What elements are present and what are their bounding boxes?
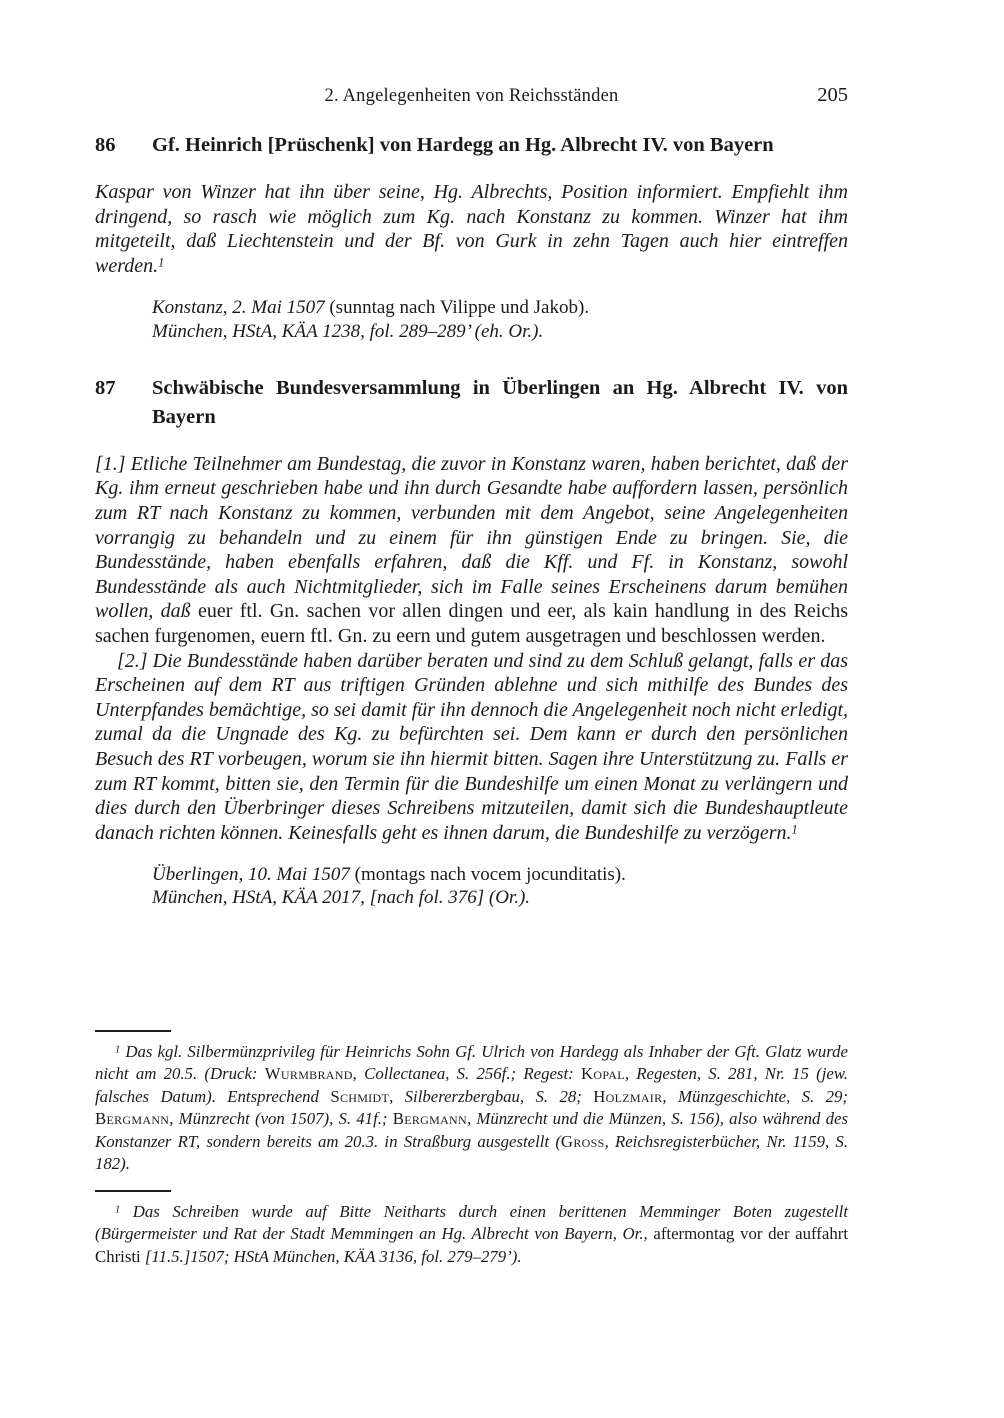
text-run: Überlingen, 10. Mai 1507: [152, 864, 355, 886]
text-run: Gross: [560, 1131, 605, 1151]
entry-86-title: Gf. Heinrich [Prüschenk] von Hardegg an Hg. Albrecht IV. von Bayern: [152, 134, 774, 156]
text-run: (sunntag nach Vilippe und Jakob).: [329, 297, 590, 319]
footnote-marker: 1: [115, 1203, 121, 1215]
text-run: Bergmann: [392, 1109, 467, 1129]
entry-86-dateline: [152, 296, 848, 319]
text-run: , Silbererzbergbau, S. 28;: [389, 1086, 594, 1106]
footnote-marker: 1: [158, 255, 165, 270]
entry-87-paragraph-2: [95, 649, 848, 846]
text-run: , Münzrecht und die Münzen, S. 156), also während des Konstanzer RT, sondern bereits am 20.3. in Straßburg ausgestellt (: [95, 1109, 848, 1151]
entry-87-title: Schwäbische Bundesversammlung in Überlingen an Hg. Albrecht IV. von Bayern: [152, 376, 848, 428]
entry-87-source: [152, 886, 848, 909]
footnotes-area: [95, 1030, 848, 1268]
entry-86-heading: [95, 131, 848, 160]
text-run: (montags nach vocem jocunditatis).: [354, 864, 626, 886]
text-run: München, HStA, KÄA 1238, fol. 289–289’ (eh. Or.).: [152, 320, 544, 342]
text-run: Das kgl. Silbermünzprivileg für Heinrichs Sohn Gf. Ulrich von Hardegg als Inhaber der Gft. Glatz wurde nicht am 20.5. (Druck:: [95, 1041, 848, 1084]
text-run: Kaspar von Winzer hat ihn über seine, Hg. Albrechts, Position informiert. Empfiehlt ihm dringend, so rasch wie möglich zum Kg. nach Konstanz zu kommen. Winzer hat ihm mitgeteilt, daß Liechtenstein und der Bf. von Gurk in zehn Tagen auch hier eintreffen werden.: [95, 181, 848, 277]
footnote-separator-2: [95, 1190, 171, 1192]
text-run: Wurmbrand: [264, 1064, 353, 1084]
footnote-separator-1: [95, 1030, 171, 1032]
text-run: [1.] Etliche Teilnehmer am Bundestag, die zuvor in Konstanz waren, haben berichtet, daß der Kg. ihm erneut geschrieben habe und ihn durch Gesandte habe auffordern lassen, persönlich zum RT nach Konstanz zu kommen, verbunden mit dem Angebot, seine Angelegenheiten vorrangig zu behandeln und zu einem für ihn günstigen Ende zu bringen. Sie, die Bundesstände, haben ebenfalls erfahren, daß die Kff. und Ff. in Konstanz, sowohl Bundesstände als auch Nichtmitglieder, sich im Falle seines Erscheinens darum bemühen wollen, daß: [95, 452, 848, 623]
entry-87-dateline-block: [152, 863, 848, 909]
text-run: Holzmair: [593, 1086, 663, 1106]
text-run: Schmidt: [330, 1086, 390, 1106]
entry-87-paragraph-1: [95, 452, 848, 649]
entry-86: [95, 131, 848, 343]
entry-87-dateline: [152, 863, 848, 886]
text-run: Das Schreiben wurde auf Bitte Neitharts durch einen berittenen Memminger Boten zugestellt (Bürgermeister und Rat der Stadt Memmingen an Hg. Albrecht von Bayern, Or.,: [95, 1201, 848, 1244]
text-run: Kopal: [580, 1064, 625, 1084]
running-header: [95, 86, 848, 112]
text-run: München, HStA, KÄA 2017, [nach fol. 376] (Or.).: [152, 887, 531, 909]
entry-87-number: 87: [95, 376, 116, 399]
text-run: Konstanz, 2. Mai 1507: [152, 297, 330, 319]
footnote-2: [95, 1201, 848, 1269]
entry-87-heading: [95, 374, 848, 432]
footnote-marker: 1: [115, 1043, 121, 1055]
text-run: , Reichsregisterbücher, Nr. 1159, S. 182).: [95, 1131, 848, 1174]
text-run: aftermontag vor der auffahrt Christi: [95, 1224, 848, 1266]
entry-86-summary: [95, 180, 848, 278]
text-run: , Münzrecht (von 1507), S. 41f.;: [169, 1109, 393, 1129]
entry-86-source: [152, 320, 848, 343]
text-run: , Collectanea, S. 256f.; Regest:: [352, 1064, 581, 1084]
page-number: 205: [817, 84, 848, 106]
footnote-marker: 1: [791, 822, 798, 837]
footnote-1: [95, 1041, 848, 1177]
entry-86-dateline-block: [152, 296, 848, 342]
entry-86-number: 86: [95, 134, 116, 156]
text-run: euer ftl. Gn. sachen vor allen dingen und eer, als kain handlung in des Reichs sachen furgenomen, euern ftl. Gn. zu eern und gutem ausgetragen und beschlossen werden.: [95, 600, 848, 647]
text-run: Bergmann: [95, 1109, 170, 1129]
chapter-header-title: 2. Angelegenheiten von Reichsständen: [324, 86, 619, 106]
text-run: [11.5.]1507; HStA München, KÄA 3136, fol. 279–279’).: [144, 1246, 522, 1266]
text-run: , Münzgeschichte, S. 29;: [662, 1086, 848, 1106]
entry-87: [95, 374, 848, 910]
text-run: [2.] Die Bundesstände haben darüber beraten und sind zu dem Schluß gelangt, falls er das Erscheinen auf dem RT aus triftigen Gründen ablehne und sich mithilfe des Bundes des Unterpfandes bemächtige, so sei damit für ihn dennoch die Angelegenheit noch nicht erledigt, zumal da die Ungnade des Kg. zu befürchten sei. Dem kann er durch den persönlichen Besuch des RT vorbeugen, worum sie ihn hiermit bitten. Sagen ihre Unterstützung zu. Falls er zum RT kommt, bitten sie, den Termin für die Bundeshilfe um einen Monat zu verlängern und dies durch den Überbringer dieses Schreibens mitzuteilen, damit sich die Bundeshauptleute danach richten können. Keinesfalls geht es ihnen darum, die Bundeshilfe zu verzögern.: [95, 649, 848, 844]
text-run: , Regesten, S. 281, Nr. 15 (jew. falsches Datum). Entsprechend: [95, 1064, 848, 1106]
